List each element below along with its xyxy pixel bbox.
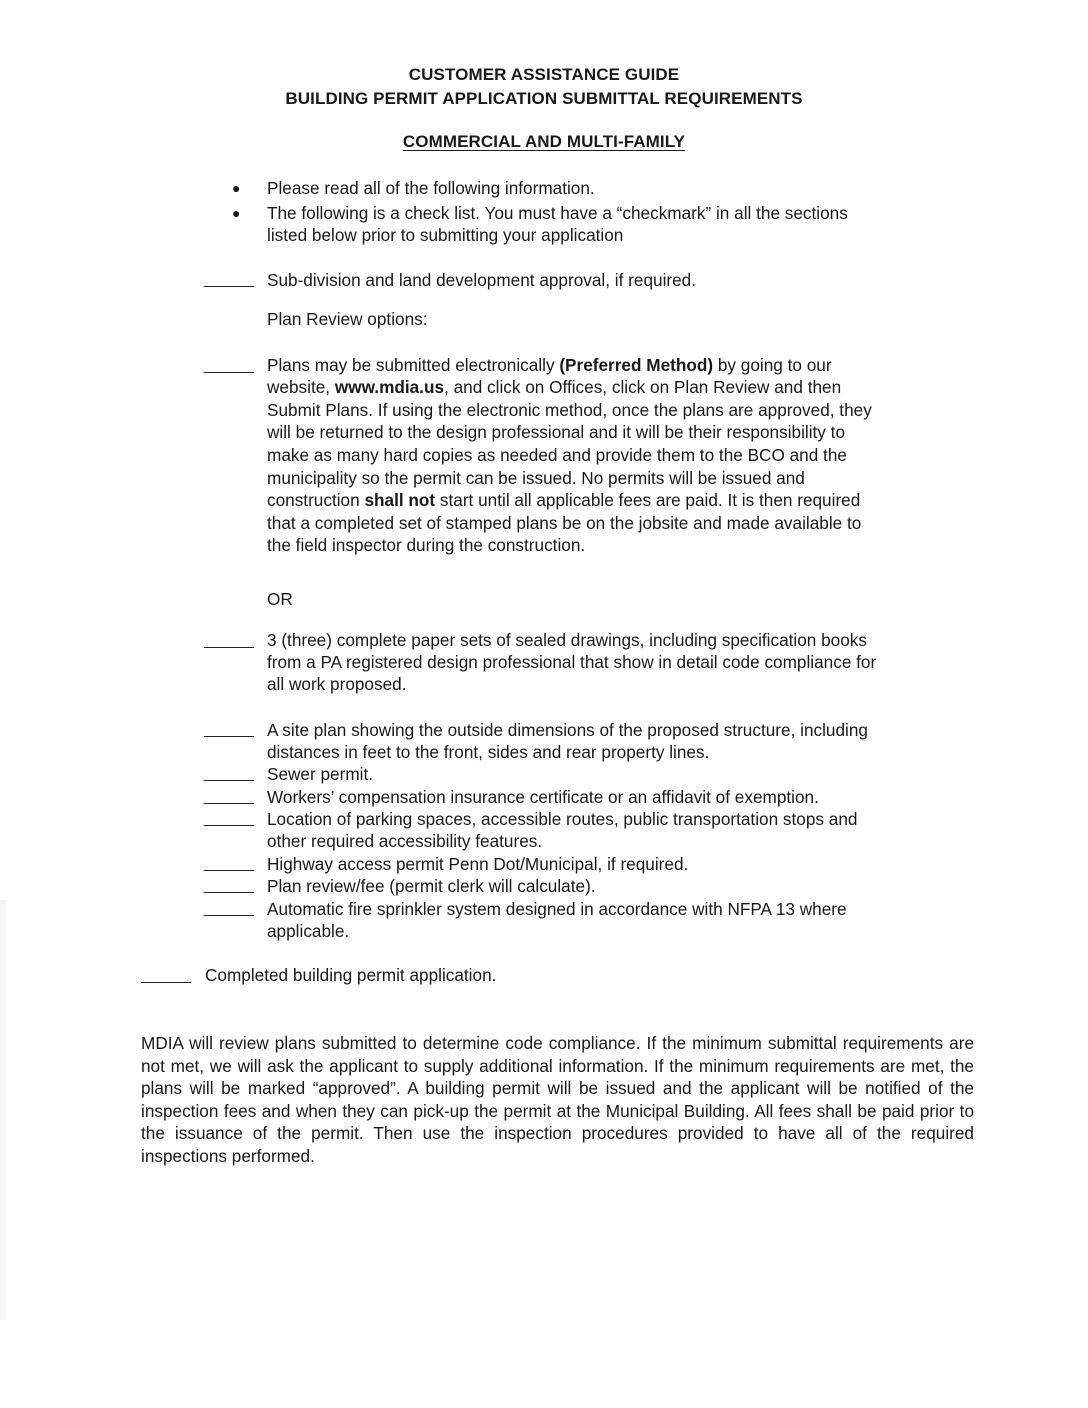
- text: Plans may be submitted electronically: [267, 355, 560, 375]
- checklist-item-highway: Highway access permit Penn Dot/Municipal, if required.: [267, 854, 689, 874]
- scan-edge-shade: [0, 900, 6, 1320]
- checklist-item-parking: Location of parking spaces, accessible routes, public transportation stops and: [267, 809, 858, 829]
- checklist-item-subdivision: Sub-division and land development approval, if required.: [267, 270, 696, 290]
- bullet-icon: ●: [232, 205, 241, 221]
- preferred-method-text: (Preferred Method): [559, 355, 714, 375]
- checkbox-blank-parking[interactable]: [204, 825, 254, 826]
- checklist-item-cont: all work proposed.: [267, 674, 407, 694]
- electronic-line: will be returned to the design professional and it will be their responsibility to: [267, 422, 846, 442]
- checklist-item-paper-sets: 3 (three) complete paper sets of sealed drawings, including specification books: [267, 630, 867, 650]
- checklist-item-site-plan: A site plan showing the outside dimensions of the proposed structure, including: [267, 720, 868, 740]
- checkbox-blank-paper-sets[interactable]: [204, 647, 254, 648]
- electronic-line: make as many hard copies as needed and provide them to the BCO and the: [267, 445, 847, 465]
- electronic-line: the field inspector during the construction.: [267, 535, 586, 555]
- closing-paragraph: MDIA will review plans submitted to determine code compliance. If the minimum submittal requirements are not met, we will ask the applicant to supply additional information. If the minimum requirements are met, the plans will be marked “approved”. A building permit will be issued and the applicant will be notified of the inspection fees and when they can pick-up the permit at the Municipal Building. All fees shall be paid prior to the issuance of the permit. Then use the inspection procedures provided to have all of the required inspections performed.: [141, 1033, 974, 1166]
- bullet-icon: ●: [232, 180, 241, 196]
- checklist-item-plan-fee: Plan review/fee (permit clerk will calculate).: [267, 876, 596, 896]
- electronic-line: municipality so the permit can be issued. No permits will be issued and: [267, 468, 805, 488]
- checkbox-blank-sewer[interactable]: [204, 780, 254, 781]
- checkbox-blank-completed-application[interactable]: [141, 982, 191, 983]
- shall-not-text: shall not: [364, 490, 436, 510]
- checklist-item-completed-application: Completed building permit application.: [205, 965, 497, 985]
- document-title-line2: BUILDING PERMIT APPLICATION SUBMITTAL REQUIREMENTS: [285, 89, 803, 108]
- checklist-item-workers-comp: Workers’ compensation insurance certificate or an affidavit of exemption.: [267, 787, 819, 807]
- checkbox-blank-workers-comp[interactable]: [204, 803, 254, 804]
- checkbox-blank-electronic[interactable]: [204, 372, 254, 373]
- electronic-line: [267, 376, 841, 399]
- text: by going to our: [713, 355, 832, 375]
- checkbox-blank-sprinkler[interactable]: [204, 915, 254, 916]
- text: , and click on Offices, click on Plan Review and then: [444, 377, 842, 397]
- checkbox-blank-subdivision[interactable]: [204, 286, 254, 287]
- electronic-line: [267, 489, 860, 512]
- electronic-line: Submit Plans. If using the electronic method, once the plans are approved, they: [267, 400, 872, 420]
- checkbox-blank-highway[interactable]: [204, 870, 254, 871]
- bullet-text-cont: listed below prior to submitting your application: [267, 225, 624, 245]
- checklist-item-electronic: [267, 354, 832, 377]
- text: website,: [267, 377, 335, 397]
- bullet-text: The following is a check list. You must have a “checkmark” in all the sections: [267, 203, 848, 223]
- checkbox-blank-site-plan[interactable]: [204, 736, 254, 737]
- bullet-text: Please read all of the following information.: [267, 178, 595, 198]
- document-title: CUSTOMER ASSISTANCE GUIDE: [408, 65, 680, 84]
- checklist-item-sewer: Sewer permit.: [267, 764, 374, 784]
- electronic-line: that a completed set of stamped plans be on the jobsite and made available to: [267, 513, 862, 533]
- document-subtitle: COMMERCIAL AND MULTI-FAMILY: [402, 132, 686, 151]
- or-separator: OR: [267, 589, 293, 609]
- checklist-item-cont: from a PA registered design professional that show in detail code compliance for: [267, 652, 877, 672]
- checklist-item-sprinkler: Automatic fire sprinkler system designed in accordance with NFPA 13 where: [267, 899, 847, 919]
- checklist-item-cont: distances in feet to the front, sides and rear property lines.: [267, 742, 710, 762]
- checklist-item-cont: other required accessibility features.: [267, 831, 543, 851]
- website-link[interactable]: www.mdia.us: [334, 377, 445, 397]
- checklist-item-cont: applicable.: [267, 921, 350, 941]
- checkbox-blank-plan-fee[interactable]: [204, 892, 254, 893]
- text: construction: [267, 490, 365, 510]
- plan-review-heading: Plan Review options:: [267, 309, 428, 329]
- text: start until all applicable fees are paid. It is then required: [435, 490, 861, 510]
